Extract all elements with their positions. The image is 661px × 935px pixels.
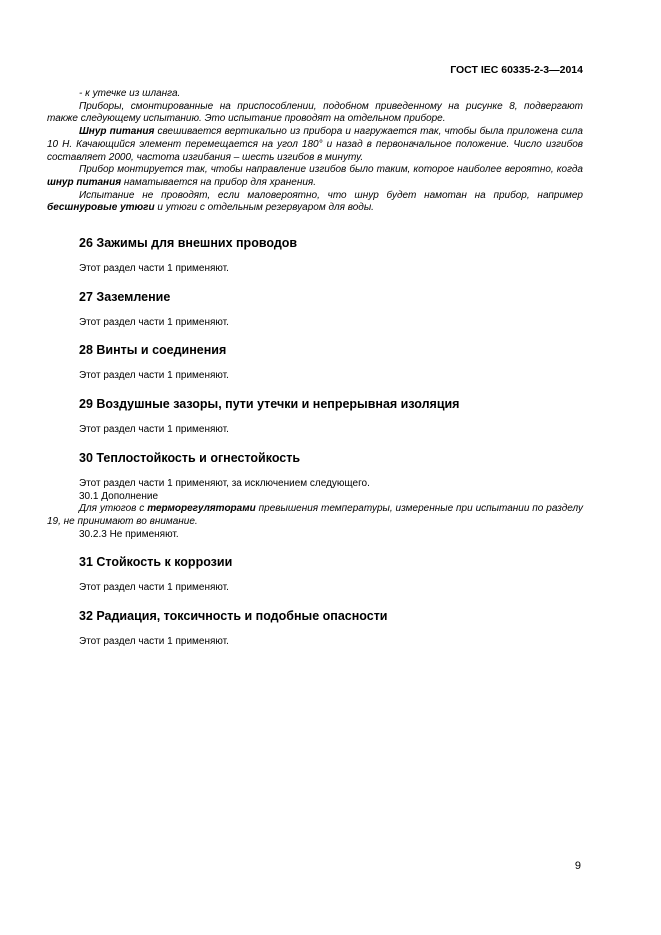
term-cordless-irons: бесшнуровые утюги bbox=[47, 202, 155, 214]
intro-paragraph-5-text-a: Испытание не проводят, если маловероятно, что шнур будет намотан на прибор, например bbox=[79, 189, 583, 201]
intro-paragraph-4 bbox=[47, 164, 583, 189]
intro-paragraph-1: - к утечке из шланга. bbox=[79, 88, 181, 99]
section-31-heading: 31 Стойкость к коррозии bbox=[79, 555, 233, 570]
section-27-body: Этот раздел части 1 применяют. bbox=[79, 316, 229, 328]
section-29-heading: 29 Воздушные зазоры, пути утечки и непрерывная изоляция bbox=[79, 397, 460, 412]
section-31-body: Этот раздел части 1 применяют. bbox=[79, 582, 229, 594]
intro-paragraph-5-text-b: и утюги с отдельным резервуаром для воды. bbox=[154, 202, 374, 214]
section-32-heading: 32 Радиация, токсичность и подобные опасности bbox=[79, 609, 388, 624]
term-thermostats: терморегуляторами bbox=[147, 503, 256, 515]
document-header: ГОСТ IEC 60335-2-3—2014 bbox=[450, 64, 583, 76]
section-27-heading: 27 Заземление bbox=[79, 289, 171, 304]
section-30-heading: 30 Теплостойкость и огнестойкость bbox=[79, 450, 301, 465]
section-32-body: Этот раздел части 1 применяют. bbox=[79, 636, 229, 648]
section-29-body: Этот раздел части 1 применяют. bbox=[79, 424, 229, 436]
intro-paragraph-3-text: свешивается вертикально из прибора и нагружается так, чтобы была приложена сила 10 Н. Качающийся элемент перемещается на угол 180° и назад в первоначальное положение. Число изгибов составляет 2000, частота изгибания – шесть изгибов в минуту. bbox=[47, 126, 583, 163]
section-26-body: Этот раздел части 1 применяют. bbox=[79, 263, 229, 275]
section-30-2-3-label: 30.2.3 Не применяют. bbox=[79, 528, 179, 540]
intro-paragraph-4-text-b: наматывается на прибор для хранения. bbox=[121, 176, 317, 188]
section-28-body: Этот раздел части 1 применяют. bbox=[79, 370, 229, 382]
section-30-1-label: 30.1 Дополнение bbox=[79, 490, 159, 502]
page-number: 9 bbox=[574, 860, 581, 872]
section-30-note-text-b: превышения температуры, измеренные при испытании по разделу 19, не принимают во внимание. bbox=[47, 503, 583, 527]
intro-paragraph-2: Приборы, смонтированные на приспособлении, подобном приведенному на рисунке 8, подвергают также следующему испытанию. Это испытание проводят на отдельном приборе. bbox=[47, 100, 583, 125]
document-body bbox=[47, 88, 583, 649]
section-26-heading: 26 Зажимы для внешних проводов bbox=[79, 236, 298, 251]
section-30-note bbox=[47, 503, 583, 528]
section-30-body: Этот раздел части 1 применяют, за исключением следующего. bbox=[79, 477, 370, 489]
term-power-cord: Шнур питания bbox=[79, 126, 155, 138]
term-power-cord-2: шнур питания bbox=[47, 176, 122, 188]
intro-paragraph-5 bbox=[47, 190, 583, 215]
intro-paragraph-4-text-a: Прибор монтируется так, чтобы направление изгибов было таким, которое наиболее вероятно, когда bbox=[79, 164, 583, 176]
section-28-heading: 28 Винты и соединения bbox=[79, 343, 227, 358]
intro-paragraph-3 bbox=[47, 126, 583, 164]
section-30-note-text-a: Для утюгов с bbox=[79, 503, 148, 515]
